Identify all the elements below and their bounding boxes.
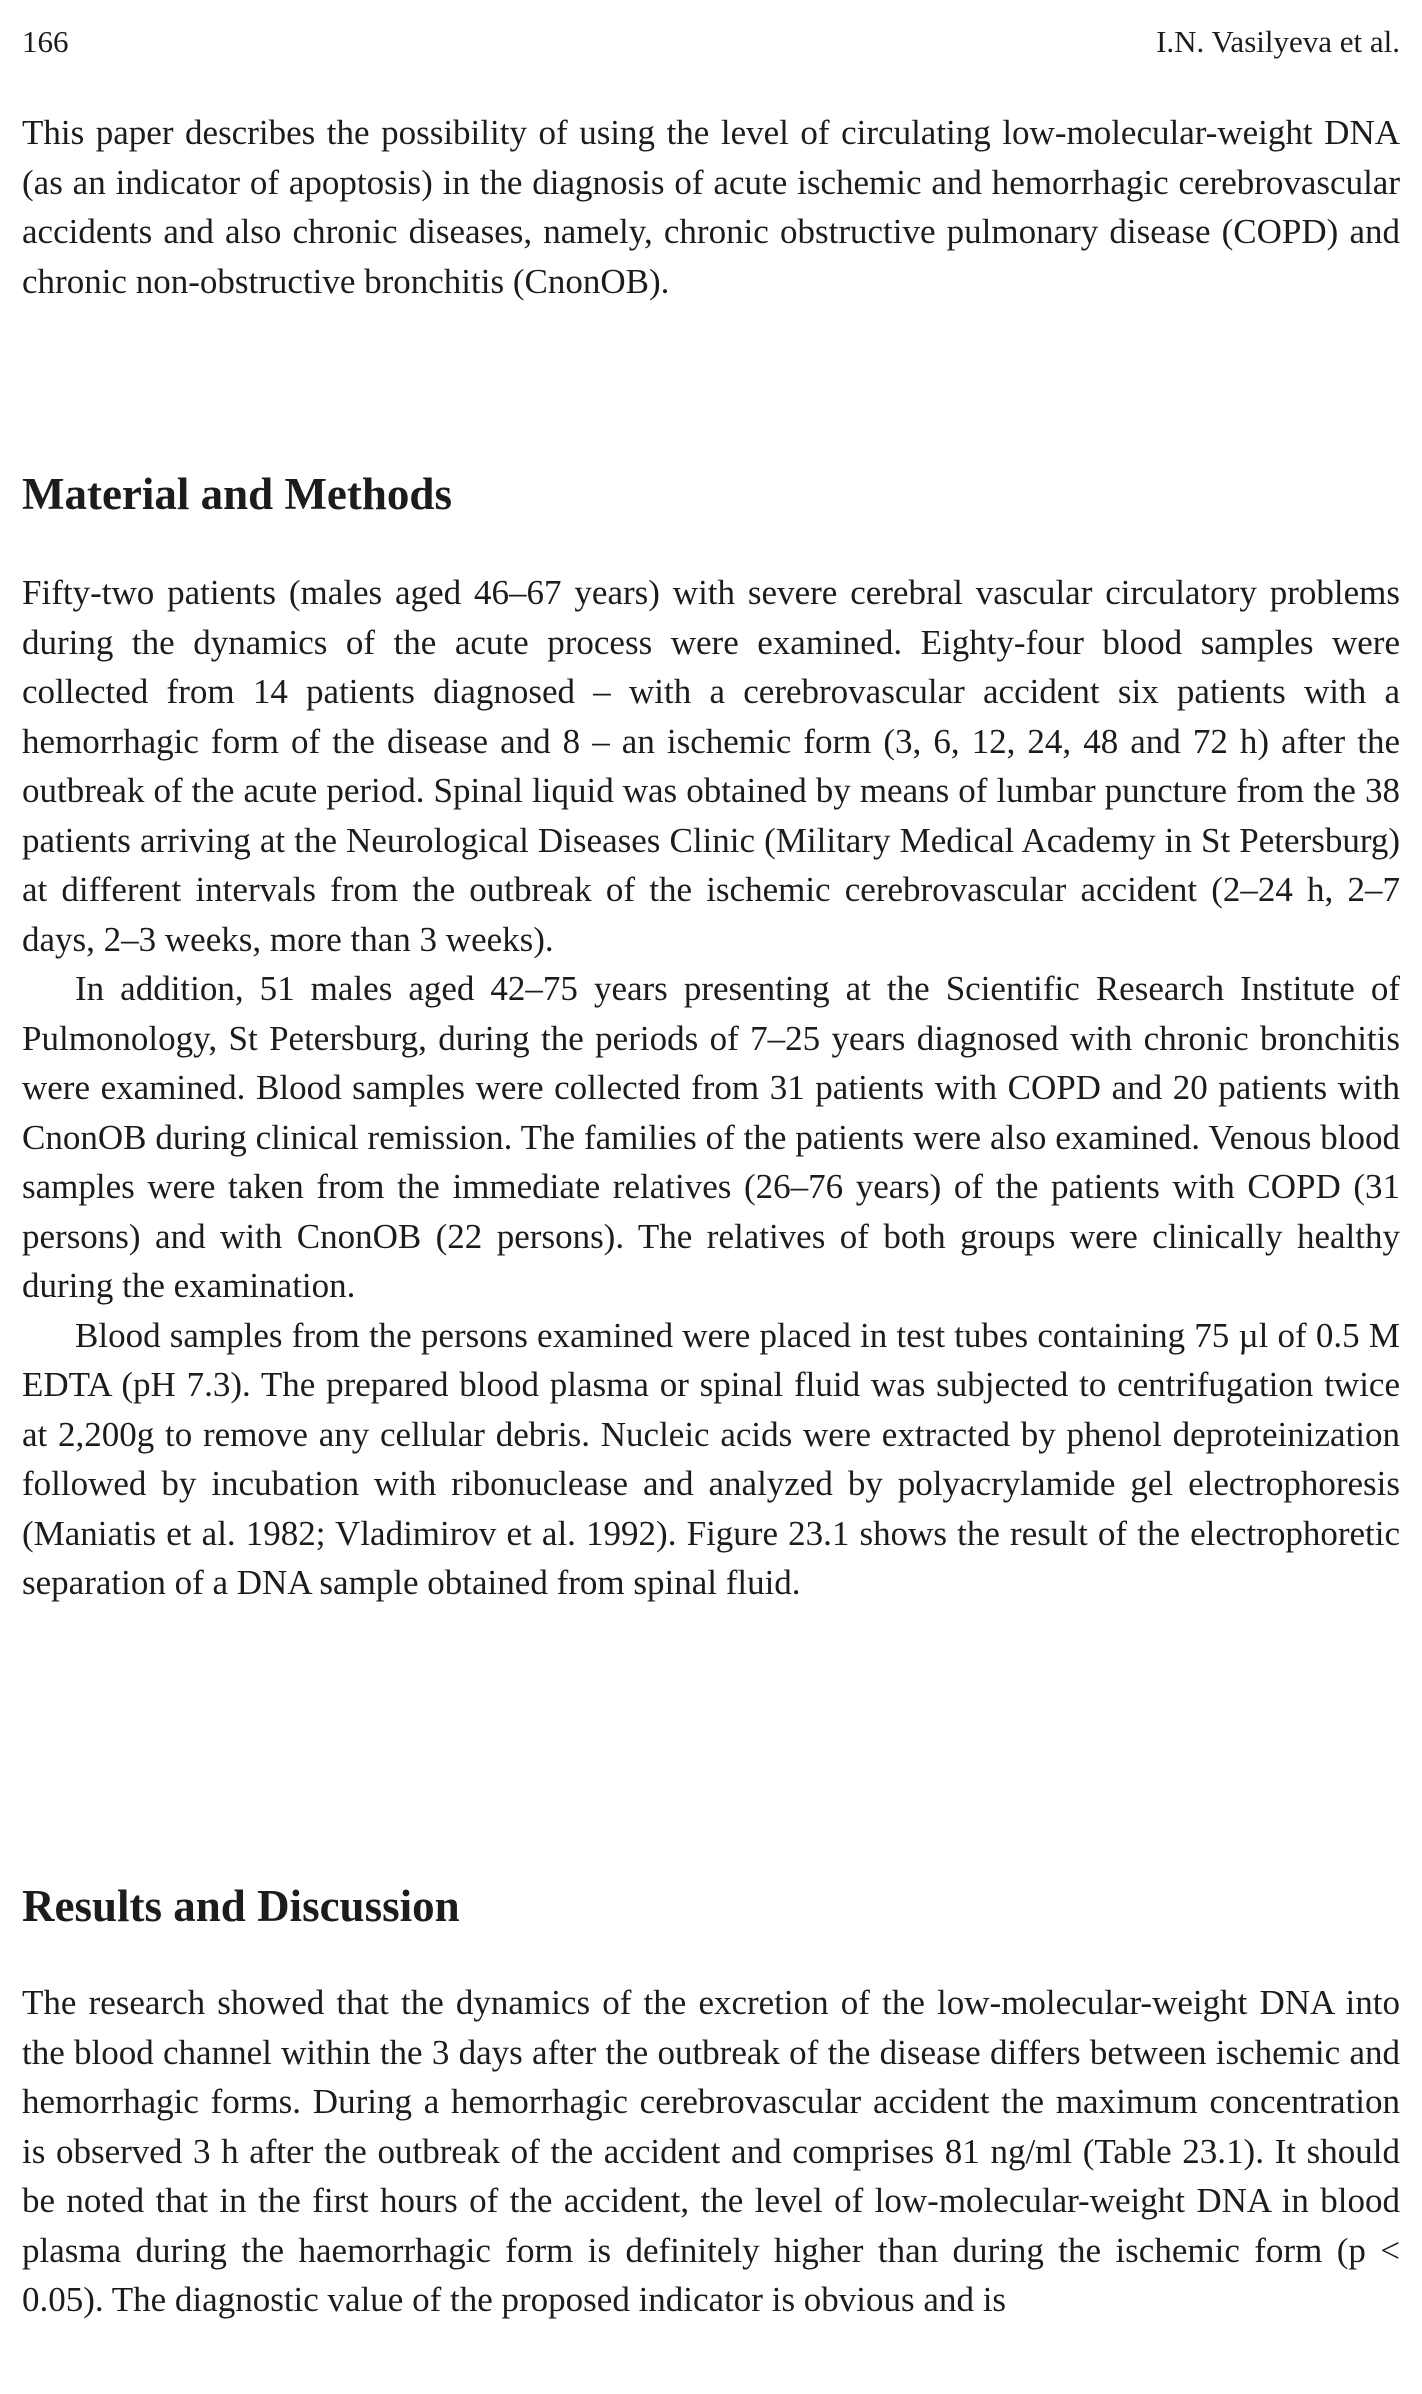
running-head (22, 22, 1400, 62)
methods-paragraph-3: Blood samples from the persons examined were placed in test tubes containing 75 µl of 0.5 M EDTA (pH 7.3). The prepared blood plasma or spinal fluid was subjected to centrifugation twice at 2,200g to remove any cellular debris. Nucleic acids were extracted by phenol deproteinization followed by incubation with ribonuclease and analyzed by polyacrylamide gel electrophoresis (Maniatis et al. 1982; Vladimirov et al. 1992). Figure 23.1 shows the result of the electrophoretic separation of a DNA sample obtained from spinal fluid. (22, 1315, 1400, 1602)
intro-section (22, 108, 1400, 306)
running-author: I.N. Vasilyeva et al. (1156, 24, 1400, 59)
results-section (22, 1978, 1400, 2325)
results-heading: Results and Discussion (22, 1881, 460, 1931)
methods-paragraph-1: Fifty-two patients (males aged 46–67 years) with severe cerebral vascular circulatory problems during the dynamics of the acute process were examined. Eighty-four blood samples were collected from 14 patients diagnosed – with a cerebrovascular accident six patients with a hemorrhagic form of the disease and 8 – an ischemic form (3, 6, 12, 24, 48 and 72 h) after the outbreak of the acute period. Spinal liquid was obtained by means of lumbar puncture from the 38 patients arriving at the Neurological Diseases Clinic (Military Medical Academy in St Petersburg) at different intervals from the outbreak of the ischemic cerebrovascular accident (2–24 h, 2–7 days, 2–3 weeks, more than 3 weeks). (22, 573, 1400, 959)
results-paragraph: The research showed that the dynamics of the excretion of the low-molecular-weight DNA into the blood channel within the 3 days after the outbreak of the disease differs between ischemic and hemorrhagic forms. During a hemorrhagic cerebrovascular accident the maximum concentration is observed 3 h after the outbreak of the accident and comprises 81 ng/ml (Table 23.1). It should be noted that in the first hours of the accident, the level of low-molecular-weight DNA in blood plasma during the haemorrhagic form is definitely higher than during the ischemic form (p < 0.05). The diagnostic value of the proposed indicator is obvious and is (22, 1983, 1400, 2319)
methods-heading: Material and Methods (22, 469, 452, 519)
page-number: 166 (22, 24, 69, 59)
methods-section (22, 568, 1400, 1608)
intro-paragraph: This paper describes the possibility of using the level of circulating low-molecular-weight DNA (as an indicator of apoptosis) in the diagnosis of acute ischemic and hemorrhagic cerebrovascular accidents and also chronic diseases, namely, chronic obstructive pulmonary disease (COPD) and chronic non-obstructive bronchitis (CnonOB). (22, 113, 1400, 301)
methods-paragraph-2: In addition, 51 males aged 42–75 years presenting at the Scientific Research Institute of Pulmonology, St Petersburg, during the periods of 7–25 years diagnosed with chronic bronchitis were examined. Blood samples were collected from 31 patients with COPD and 20 patients with CnonOB during clinical remission. The families of the patients were also examined. Venous blood samples were taken from the immediate relatives (26–76 years) of the patients with COPD (31 persons) and with CnonOB (22 persons). The relatives of both groups were clinically healthy during the examination. (22, 969, 1400, 1305)
